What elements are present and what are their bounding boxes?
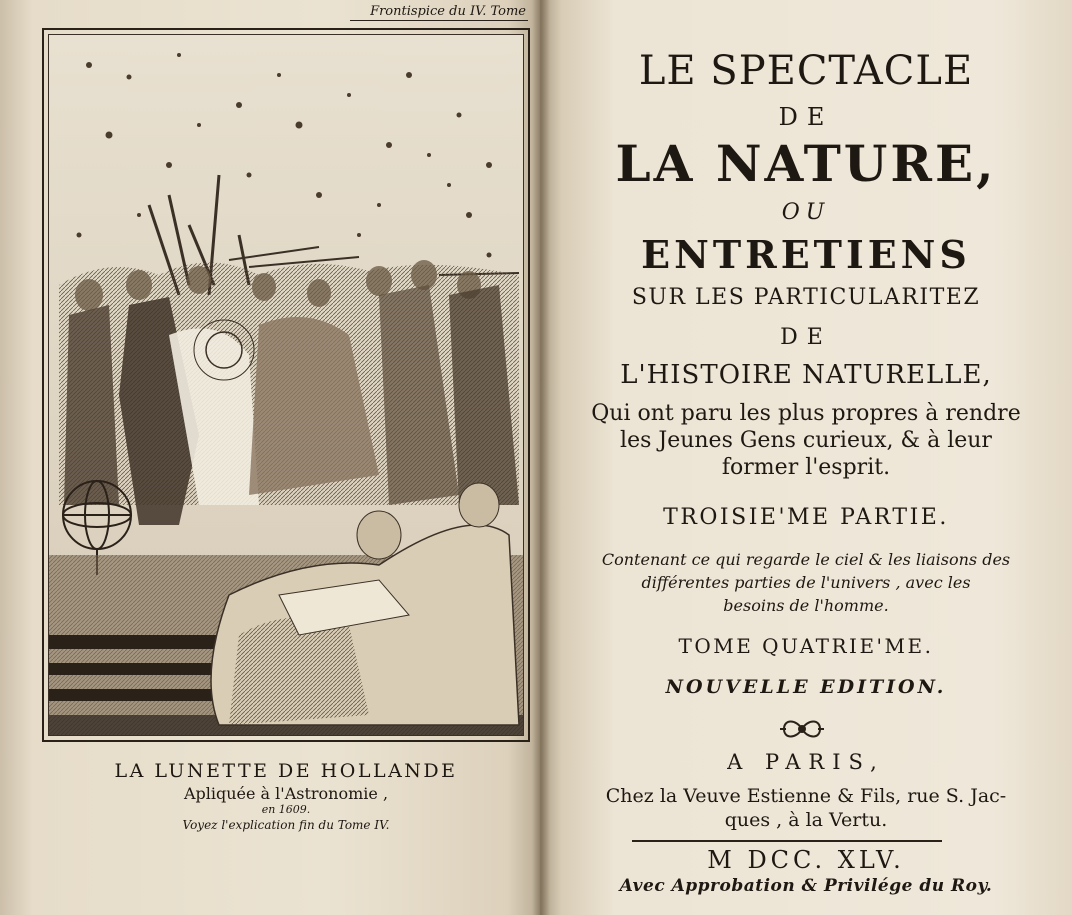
description-line: former l'esprit. bbox=[721, 455, 891, 480]
volume-heading: TOME QUATRIE'ME. bbox=[678, 634, 934, 658]
imprint-rule bbox=[632, 840, 942, 842]
title-line-6: SUR LES PARTICULARITEZ bbox=[631, 285, 981, 310]
publication-year: M DCC. XLV. bbox=[707, 846, 905, 874]
contents-block bbox=[540, 548, 1072, 617]
title-line-8: L'HISTOIRE NATURELLE, bbox=[620, 360, 992, 390]
plate-caption-title: LA LUNETTE DE HOLLANDE bbox=[114, 760, 458, 782]
title-line-1: LE SPECTACLE bbox=[638, 48, 974, 94]
printers-ornament-icon bbox=[778, 716, 826, 742]
part-heading: TROISIE'ME PARTIE. bbox=[663, 505, 949, 530]
plate-caption-date: en 1609. bbox=[261, 803, 311, 816]
frontispiece-note: Frontispice du IV. Tome bbox=[350, 4, 528, 21]
edition-heading: NOUVELLE EDITION. bbox=[665, 676, 947, 698]
title-line-4: OU bbox=[781, 200, 831, 225]
plate-caption-reference: Voyez l'explication fin du Tome IV. bbox=[182, 818, 390, 832]
imprint-line: ques , à la Vertu. bbox=[724, 809, 888, 831]
privilege-line: Avec Approbation & Privilége du Roy. bbox=[619, 876, 993, 896]
engraving-plate bbox=[42, 28, 530, 742]
plate-caption-subtitle: Apliquée à l'Astronomie , bbox=[183, 784, 389, 803]
title-line-2: DE bbox=[778, 103, 834, 131]
contents-line: Contenant ce qui regarde le ciel & les liaisons des bbox=[601, 550, 1011, 569]
engraving-illustration bbox=[49, 35, 524, 736]
imprint-line: Chez la Veuve Estienne & Fils, rue S. Jac- bbox=[605, 785, 1007, 807]
title-line-5: ENTRETIENS bbox=[641, 232, 971, 277]
imprint-city: A PARIS, bbox=[727, 750, 885, 774]
description-block bbox=[540, 400, 1072, 481]
contents-line: différentes parties de l'univers , avec les bbox=[641, 573, 971, 592]
title-line-7: DE bbox=[780, 325, 832, 350]
description-line: Qui ont paru les plus propres à rendre bbox=[591, 401, 1021, 426]
imprint-block bbox=[540, 784, 1072, 832]
title-line-3: LA NATURE, bbox=[615, 134, 997, 193]
description-line: les Jeunes Gens curieux, & à leur bbox=[620, 428, 992, 453]
contents-line: besoins de l'homme. bbox=[723, 596, 889, 615]
